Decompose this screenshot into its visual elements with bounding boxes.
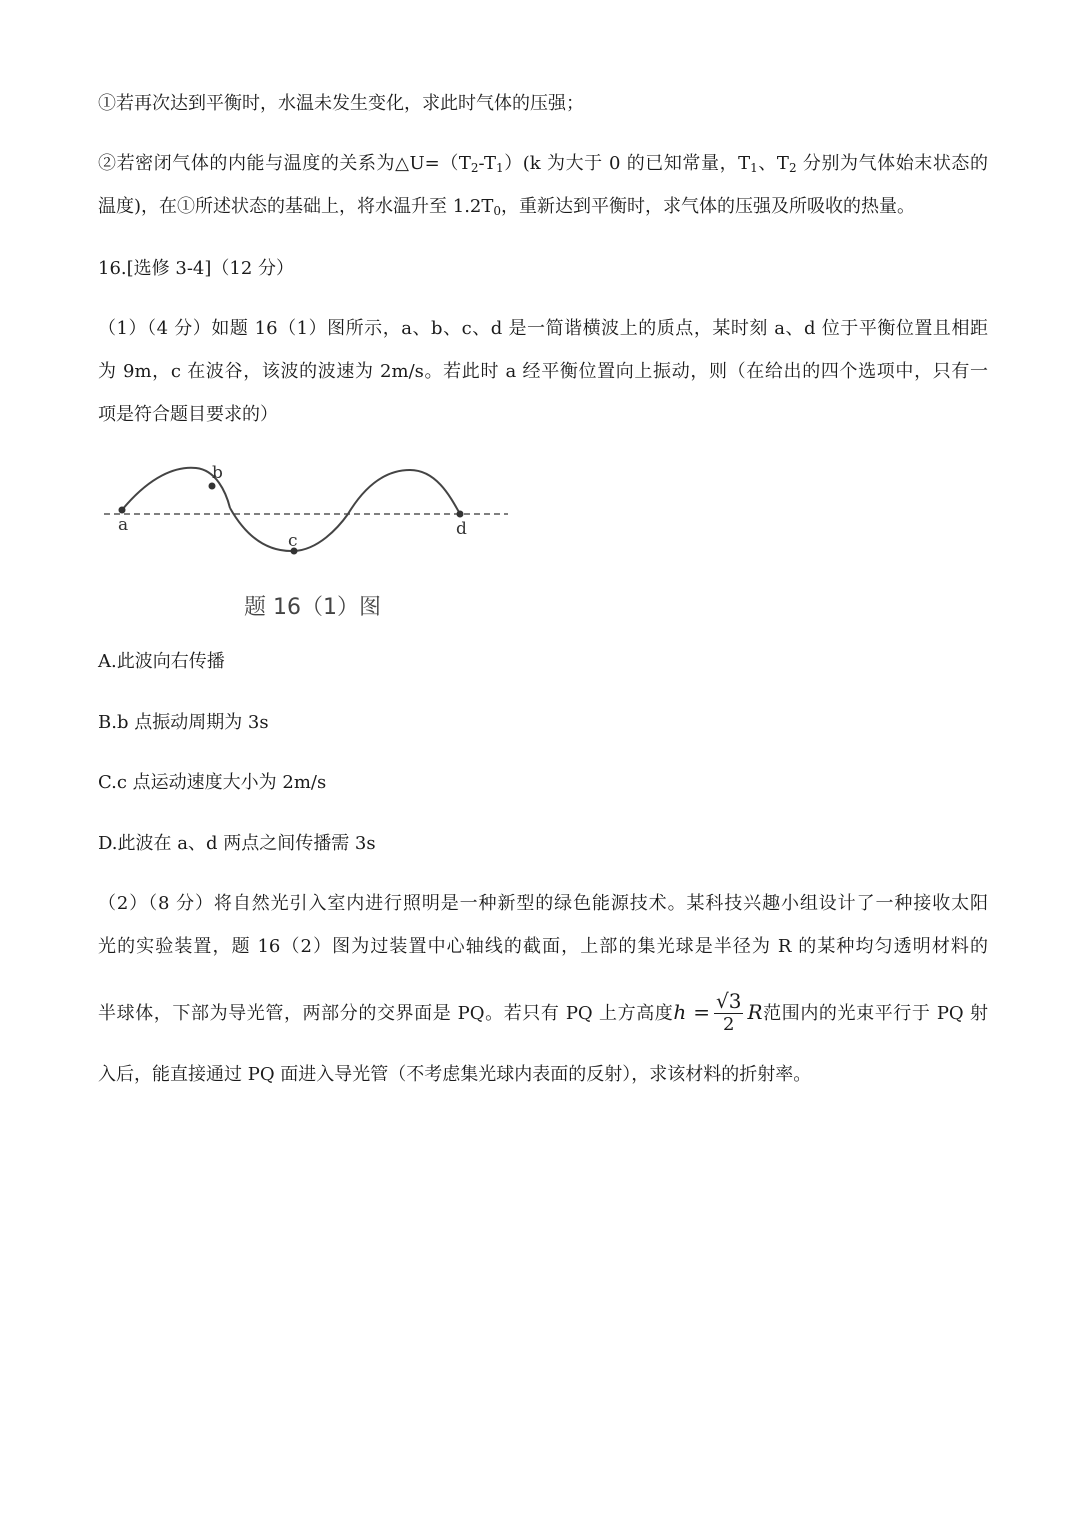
point-d xyxy=(457,511,464,518)
q15-item-1: ①若再次达到平衡时，水温未发生变化，求此时气体的压强； xyxy=(98,93,584,114)
q15-item-2-line-1: ②若密闭气体的内能与温度的关系为$\triangle U=(T_2-T_1)(k$ 为大于 0 的已知常量，$T_1$、$T_2$ 分别为气体始末状态的 xyxy=(98,153,988,175)
q16-part2-line-1: （2）（8 分）将自然光引入室内进行照明是一种新型的绿色能源技术。某科技兴趣小组设计了一种接收太阳 xyxy=(98,893,988,914)
formula-denominator: 2 xyxy=(723,1013,735,1035)
wave-curve-segment-3 xyxy=(348,470,460,514)
option-c: C.c 点运动速度大小为 2m/s xyxy=(98,772,327,793)
label-b: b xyxy=(212,463,223,483)
wave-figure xyxy=(98,448,518,628)
figure-caption: 题 16（1）图 xyxy=(244,595,381,620)
point-b xyxy=(209,483,216,490)
formula xyxy=(673,988,763,1035)
formula-numerator: √3 xyxy=(716,988,742,1013)
label-c: c xyxy=(288,531,298,551)
formula-var: R xyxy=(747,1000,763,1024)
q16-part1-line-2: 为 9m，c 在波谷，该波的波速为 2m/s。若此时 a 经平衡位置向上振动，则（在给出的四个选项中，只有一 xyxy=(98,361,988,382)
q15-item-2-line-2: 温度)，在①所述状态的基础上，将水温升至 $1.2T_0$，重新达到平衡时，求气体的压强及所吸收的热量。 xyxy=(98,196,916,218)
label-a: a xyxy=(118,515,129,535)
q16-part2-line-2: 光的实验装置，题 16（2）图为过装置中心轴线的截面，上部的集光球是半径为 R 的某种均匀透明材料的 xyxy=(98,936,988,957)
q16-part2-line-4: 入后，能直接通过 PQ 面进入导光管（不考虑集光球内表面的反射），求该材料的折射率。 xyxy=(98,1064,812,1085)
option-d: D.此波在 a、d 两点之间传播需 3s xyxy=(98,833,376,854)
q16-part1-line-1: （1）（4 分）如题 16（1）图所示，a、b、c、d 是一简谐横波上的质点，某时刻 a、d 位于平衡位置且相距 xyxy=(98,318,988,339)
option-a: A.此波向右传播 xyxy=(98,651,225,672)
q16-header: 16.[选修 3-4]（12 分） xyxy=(98,258,295,279)
formula-fraction xyxy=(714,989,743,1036)
formula-lhs: h = xyxy=(673,1000,710,1024)
point-a xyxy=(119,507,126,514)
q16-part1-line-3: 项是符合题目要求的） xyxy=(98,404,278,425)
option-b: B.b 点振动周期为 3s xyxy=(98,712,269,733)
q16-part2-line-3: 半球体，下部为导光管，两部分的交界面是 PQ。若只有 PQ 上方高度h = $\frac{√3}{2}$ R范围内的光束平行于 PQ 射 xyxy=(98,988,989,1035)
label-d: d xyxy=(456,519,467,539)
